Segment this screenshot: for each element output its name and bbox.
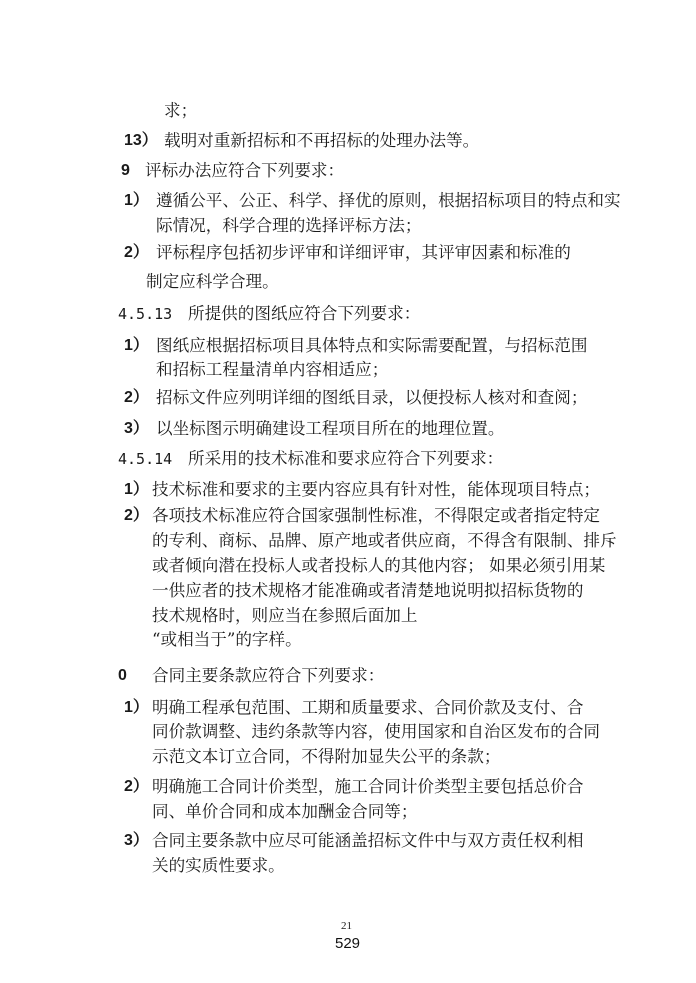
section-number: 4.5.14 [118, 450, 173, 468]
section-heading: 所采用的技术标准和要求应符合下列要求： [188, 449, 504, 468]
text-line: 和招标工程量清单内容相适应； [156, 360, 389, 379]
text-line: 同、单价合同和成本加酬金合同等； [152, 802, 418, 821]
text-line: 制定应科学合理。 [146, 272, 279, 291]
section-number: 0 [118, 667, 127, 684]
section-number: 4.5.13 [118, 305, 173, 323]
section-heading: 合同主要条款应符合下列要求： [152, 666, 385, 685]
item-number: 2） [124, 778, 149, 795]
text-line: 际情况，科学合理的选择评标方法； [156, 216, 422, 235]
text-line: 图纸应根据招标项目具体特点和实际需要配置，与招标范围 [156, 336, 588, 355]
text-line: 一供应者的技术规格才能准确或者清楚地说明拟招标货物的 [152, 581, 584, 600]
text-line: 关的实质性要求。 [152, 856, 285, 875]
text-line: 遵循公平、公正、科学、择优的原则，根据招标项目的特点和实 [156, 191, 621, 210]
page-number-scan: 529 [335, 935, 361, 952]
text-line: 的专利、商标、品牌、原产地或者供应商，不得含有限制、排斥 [152, 531, 617, 550]
item-number: 3） [124, 420, 149, 437]
item-number: 2） [124, 389, 149, 406]
text-line: 技术标准和要求的主要内容应具有针对性，能体现项目特点； [152, 480, 601, 499]
text-line: 明确施工合同计价类型，施工合同计价类型主要包括总价合 [152, 777, 584, 796]
text-line: 技术规格时，则应当在参照后面加上 [152, 606, 418, 625]
text-line: 各项技术标准应符合国家强制性标准，不得限定或者指定特定 [152, 506, 601, 525]
text-line: 明确工程承包范围、工期和质量要求、合同价款及支付、合 [152, 698, 584, 717]
text-line: 评标程序包括初步评审和详细评审，其评审因素和标准的 [156, 243, 571, 262]
text-line: 载明对重新招标和不再招标的处理办法等。 [164, 131, 480, 150]
section-number: 9 [121, 162, 130, 179]
section-heading: 评标办法应符合下列要求： [145, 161, 345, 180]
text-line: “或相当于”的字样。 [152, 630, 302, 649]
text-line: 以坐标图示明确建设工程项目所在的地理位置。 [156, 419, 505, 438]
text-line: 招标文件应列明详细的图纸目录，以便投标人核对和查阅； [156, 388, 588, 407]
item-number: 3） [124, 832, 149, 849]
item-number: 1） [124, 481, 149, 498]
item-number: 1） [124, 699, 149, 716]
item-number: 2） [124, 507, 149, 524]
text-line: 合同主要条款中应尽可能涵盖招标文件中与双方责任权利相 [152, 831, 584, 850]
text-line: 同价款调整、违约条款等内容，使用国家和自治区发布的合同 [152, 722, 601, 741]
text-line: 求； [164, 101, 198, 120]
item-number: 2） [124, 244, 149, 261]
item-number: 13） [124, 132, 158, 149]
item-number: 1） [124, 192, 149, 209]
section-heading: 所提供的图纸应符合下列要求： [188, 304, 421, 323]
text-line: 示范文本订立合同，不得附加显失公平的条款； [152, 747, 501, 766]
page-number-internal: 21 [341, 920, 352, 932]
item-number: 1） [124, 337, 149, 354]
text-line: 或者倾向潜在投标人或者投标人的其他内容； 如果必须引用某 [152, 556, 606, 575]
